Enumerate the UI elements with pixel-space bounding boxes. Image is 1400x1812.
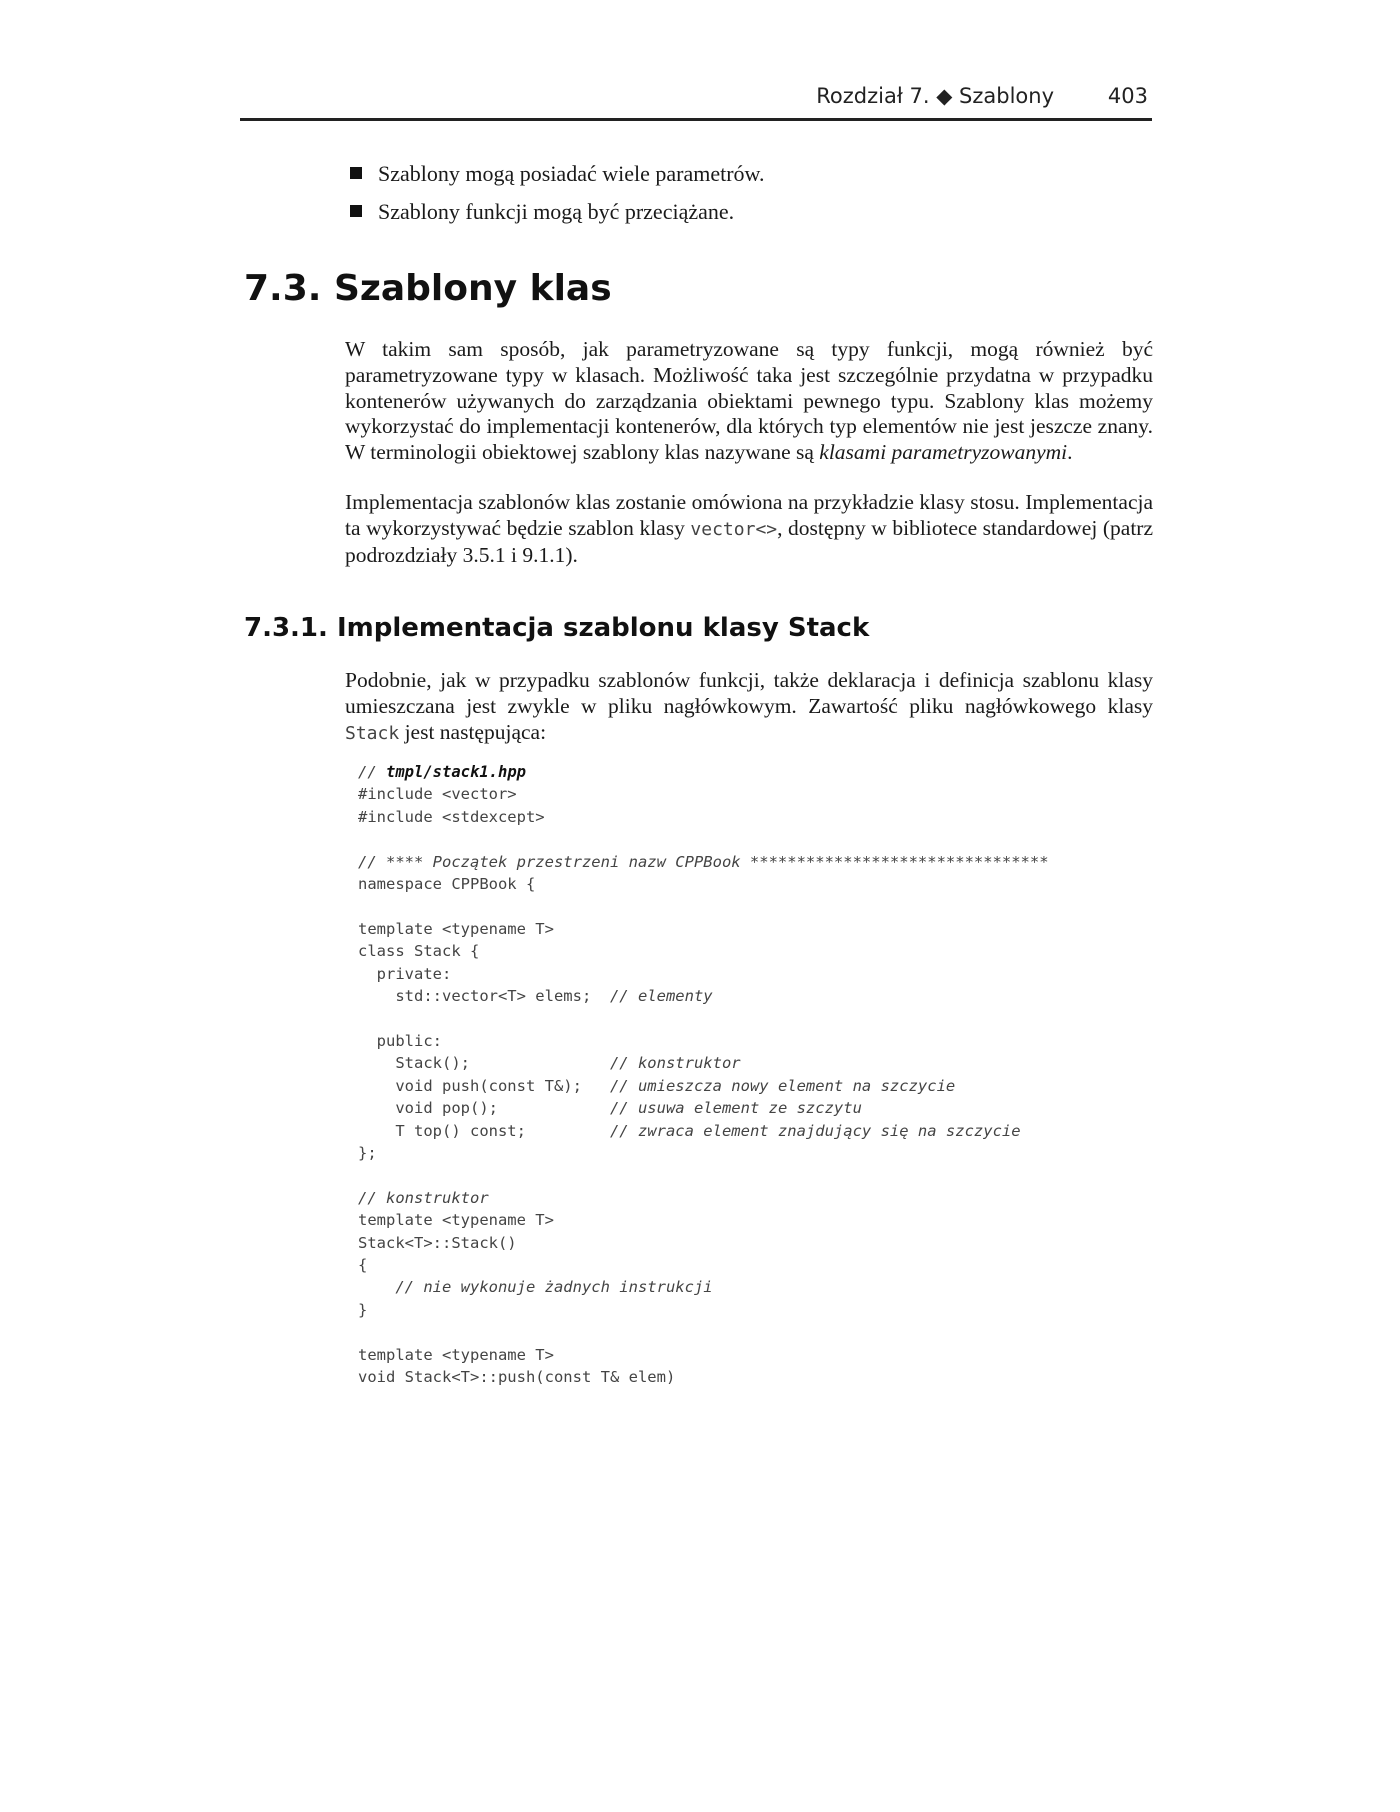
code-line: #include <vector> xyxy=(358,785,517,804)
code-line: #include <stdexcept> xyxy=(358,807,545,826)
code-line: void push(const T&); xyxy=(358,1076,610,1095)
code-line: T top() const; xyxy=(358,1121,610,1140)
chapter-title: Rozdział 7. ◆ Szablony xyxy=(816,84,1054,108)
code-comment: // konstruktor xyxy=(358,1188,489,1207)
code-comment: // usuwa element ze szczytu xyxy=(609,1099,862,1118)
emphasized-term: klasami parametryzowanymi xyxy=(819,440,1068,465)
code-line: public: xyxy=(358,1031,442,1050)
page-header xyxy=(240,84,1152,121)
paragraph-text: W takim sam sposób, jak parametryzowane są typy funkcji, mogą również być parametryzowane typy w klasach. Możliwość taka jest szczególnie przydatna w przypadku kontenerów używanych do zarządzania obiektami pewnego typu. Szablony klas możemy wykorzystać do implementacji kontenerów, dla których typ elementów nie jest jeszcze znany. W terminologii obiektowej szablony klas nazywane są xyxy=(345,337,1153,465)
code-comment: // **** Początek przestrzeni nazw CPPBook ******************************** xyxy=(358,852,1049,871)
code-comment: // zwraca element znajdujący się na szczycie xyxy=(609,1121,1021,1140)
code-comment: // xyxy=(358,763,386,781)
code-comment: // konstruktor xyxy=(609,1054,741,1073)
paragraph-end: . xyxy=(1067,440,1073,465)
square-bullet-icon xyxy=(350,167,362,179)
page-number: 403 xyxy=(1107,84,1148,108)
code-line: Stack<T>::Stack() xyxy=(358,1233,517,1252)
subsection-heading: 7.3.1. Implementacja szablonu klasy Stack xyxy=(244,613,870,643)
code-line: private: xyxy=(358,964,452,983)
code-filename: tmpl/stack1.hpp xyxy=(386,763,526,781)
code-line: class Stack { xyxy=(358,942,480,961)
paragraph-text: , dostępny w bibliotece standardowej (patrz podrozdziały 3.5.1 i 9.1.1). xyxy=(345,515,1153,567)
code-line: template <typename T> xyxy=(358,1345,554,1364)
code-line: void Stack<T>::push(const T& elem) xyxy=(358,1367,676,1386)
section-paragraph-1 xyxy=(345,337,1153,466)
code-line: void pop(); xyxy=(358,1099,610,1118)
code-line: std::vector<T> elems; xyxy=(358,987,610,1006)
code-line: Stack(); xyxy=(358,1054,610,1073)
code-comment: // nie wykonuje żadnych instrukcji xyxy=(358,1278,713,1297)
code-line: } xyxy=(358,1300,368,1319)
list-item xyxy=(350,198,765,236)
list-item xyxy=(350,160,765,198)
bullet-text: Szablony mogą posiadać wiele parametrów. xyxy=(378,161,765,186)
code-line: { xyxy=(358,1255,368,1274)
subsection-paragraph xyxy=(345,668,1153,746)
code-comment: // umieszcza nowy element na szczycie xyxy=(609,1076,956,1095)
code-line: template <typename T> xyxy=(358,919,554,938)
paragraph-text: Podobnie, jak w przypadku szablonów funkcji, także deklaracja i definicja szablonu klasy umieszczana jest zwykle w pliku nagłówkowym. Zawartość pliku nagłówkowego klasy xyxy=(345,668,1153,718)
inline-code: vector<> xyxy=(690,518,778,540)
code-line: template <typename T> xyxy=(358,1211,554,1230)
code-line: }; xyxy=(358,1143,377,1162)
bullet-text: Szablony funkcji mogą być przeciążane. xyxy=(378,199,735,224)
section-heading: 7.3. Szablony klas xyxy=(244,268,612,309)
square-bullet-icon xyxy=(350,205,362,217)
code-comment: // elementy xyxy=(609,987,713,1006)
code-line: namespace CPPBook { xyxy=(358,875,536,894)
code-listing xyxy=(358,761,1049,1388)
paragraph-text: Implementacja szablonów klas zostanie omówiona na przykładzie klasy stosu. Implementacja ta wykorzystywać będzie szablon klasy xyxy=(345,490,1153,540)
paragraph-text: jest następująca: xyxy=(404,719,547,744)
bullet-list xyxy=(350,160,765,236)
section-paragraph-2 xyxy=(345,490,1153,568)
inline-code: Stack xyxy=(345,722,400,744)
